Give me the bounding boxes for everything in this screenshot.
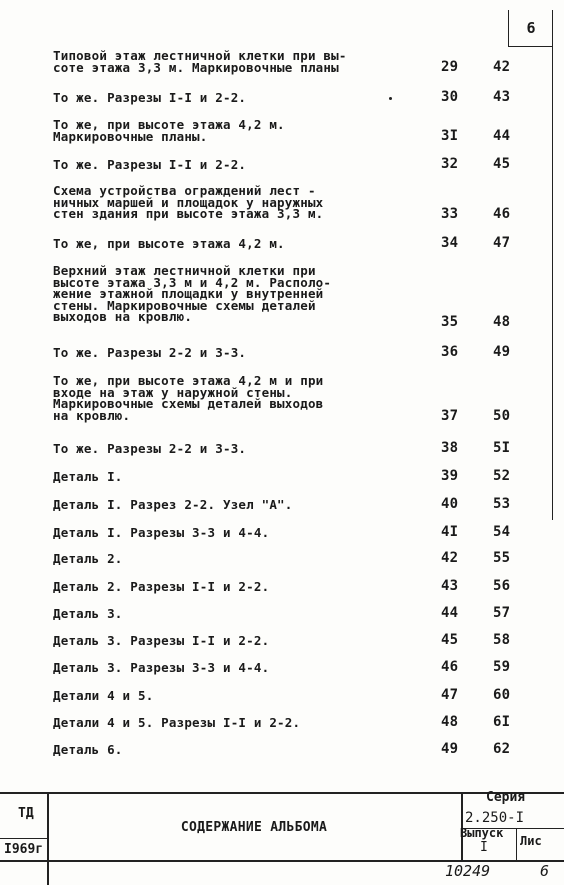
- entry-description: То же. Разрезы I-I и 2-2.: [53, 90, 247, 105]
- entry-page-number: 56: [493, 578, 511, 594]
- entry-page-number: 46: [493, 206, 511, 222]
- entry-description: Деталь I. Разрез 2-2. Узел "А".: [53, 497, 293, 512]
- entry-sheet-number: 46: [441, 659, 459, 675]
- entry-page-number: 43: [493, 89, 511, 105]
- series-label: Серия: [486, 790, 526, 805]
- entry-page-number: 47: [493, 235, 511, 251]
- entry-page-number: 62: [493, 741, 511, 757]
- archive-number: 10249: [445, 862, 491, 880]
- page-number-box: [508, 10, 553, 47]
- entry-sheet-number: 33: [441, 206, 459, 222]
- entry-sheet-number: 47: [441, 687, 459, 703]
- entry-page-number: 53: [493, 496, 511, 512]
- title-block-divider: [516, 828, 517, 860]
- entry-page-number: 5I: [493, 440, 511, 456]
- entry-description: Деталь 3.: [53, 606, 123, 621]
- entry-sheet-number: 45: [441, 632, 459, 648]
- entry-description: Типовой этаж лестничной клетки при вы- соте этажа 3,3 м. Маркировочные планы: [53, 48, 347, 75]
- sheet-number: 6: [540, 862, 550, 880]
- entry-page-number: 58: [493, 632, 511, 648]
- entry-description: Детали 4 и 5. Разрезы I-I и 2-2.: [53, 715, 301, 730]
- entry-sheet-number: 42: [441, 550, 459, 566]
- entry-description: То же. Разрезы I-I и 2-2.: [53, 157, 247, 172]
- entry-sheet-number: 39: [441, 468, 459, 484]
- entry-sheet-number: 29: [441, 59, 459, 75]
- entry-page-number: 44: [493, 128, 511, 144]
- entry-page-number: 45: [493, 156, 511, 172]
- organization-code: ТД: [18, 806, 34, 821]
- entry-description: Деталь 6.: [53, 742, 123, 757]
- entry-sheet-number: 44: [441, 605, 459, 621]
- entry-sheet-number: 30: [441, 89, 459, 105]
- entry-page-number: 57: [493, 605, 511, 621]
- entry-description: Деталь 2. Разрезы I-I и 2-2.: [53, 579, 270, 594]
- entry-page-number: 59: [493, 659, 511, 675]
- title-block-divider: [0, 838, 47, 839]
- entry-description: Схема устройства ограждений лест - ничных маршей и площадок у наружных стен здания при высоте этажа 3,3 м.: [53, 183, 324, 222]
- entry-description: То же. Разрезы 2-2 и 3-3.: [53, 441, 247, 456]
- entry-page-number: 49: [493, 344, 511, 360]
- entry-sheet-number: 43: [441, 578, 459, 594]
- entry-page-number: 6I: [493, 714, 511, 730]
- series-value: 2.250-I: [465, 810, 525, 826]
- entry-description: То же, при высоте этажа 4,2 м.: [53, 236, 285, 251]
- stray-dot: [389, 97, 392, 100]
- entry-sheet-number: 32: [441, 156, 459, 172]
- entry-page-number: 48: [493, 314, 511, 330]
- entry-sheet-number: 49: [441, 741, 459, 757]
- entry-description: Деталь I. Разрезы 3-3 и 4-4.: [53, 525, 270, 540]
- entry-sheet-number: 35: [441, 314, 459, 330]
- sheet-label: Лис: [520, 834, 542, 848]
- entry-page-number: 52: [493, 468, 511, 484]
- entry-description: Детали 4 и 5.: [53, 688, 154, 703]
- entry-sheet-number: 48: [441, 714, 459, 730]
- year: I969г: [4, 842, 44, 857]
- title-block-divider: [47, 792, 49, 885]
- entry-description: Деталь 2.: [53, 551, 123, 566]
- entry-description: Деталь I.: [53, 469, 123, 484]
- entry-sheet-number: 38: [441, 440, 459, 456]
- issue-value: I: [480, 840, 488, 855]
- entry-description: Верхний этаж лестничной клетки при высоте этажа 3,3 м и 4,2 м. Располо- жение этажной площадки у внутренней стены. Маркировочные схемы деталей выходов на кровлю.: [53, 263, 332, 325]
- entry-sheet-number: 34: [441, 235, 459, 251]
- entry-page-number: 42: [493, 59, 511, 75]
- page-number: 6: [526, 19, 536, 37]
- entry-sheet-number: 36: [441, 344, 459, 360]
- entry-sheet-number: 3I: [441, 128, 459, 144]
- issue-label: Выпуск: [460, 826, 504, 840]
- entry-description: Деталь 3. Разрезы 3-3 и 4-4.: [53, 660, 270, 675]
- entry-page-number: 50: [493, 408, 511, 424]
- entry-page-number: 54: [493, 524, 511, 540]
- title-block-top-rule: [0, 792, 564, 794]
- entry-sheet-number: 4I: [441, 524, 459, 540]
- entry-description: То же. Разрезы 2-2 и 3-3.: [53, 345, 247, 360]
- right-border: [552, 10, 553, 520]
- entry-sheet-number: 37: [441, 408, 459, 424]
- entry-description: То же, при высоте этажа 4,2 м и при входе на этаж у наружной стены. Маркировочные схемы деталей выходов на кровлю.: [53, 373, 324, 423]
- entry-sheet-number: 40: [441, 496, 459, 512]
- entry-page-number: 55: [493, 550, 511, 566]
- entry-page-number: 60: [493, 687, 511, 703]
- entry-description: Деталь 3. Разрезы I-I и 2-2.: [53, 633, 270, 648]
- entry-description: То же, при высоте этажа 4,2 м. Маркировочные планы.: [53, 117, 285, 144]
- album-title: СОДЕРЖАНИЕ АЛЬБОМА: [180, 820, 328, 835]
